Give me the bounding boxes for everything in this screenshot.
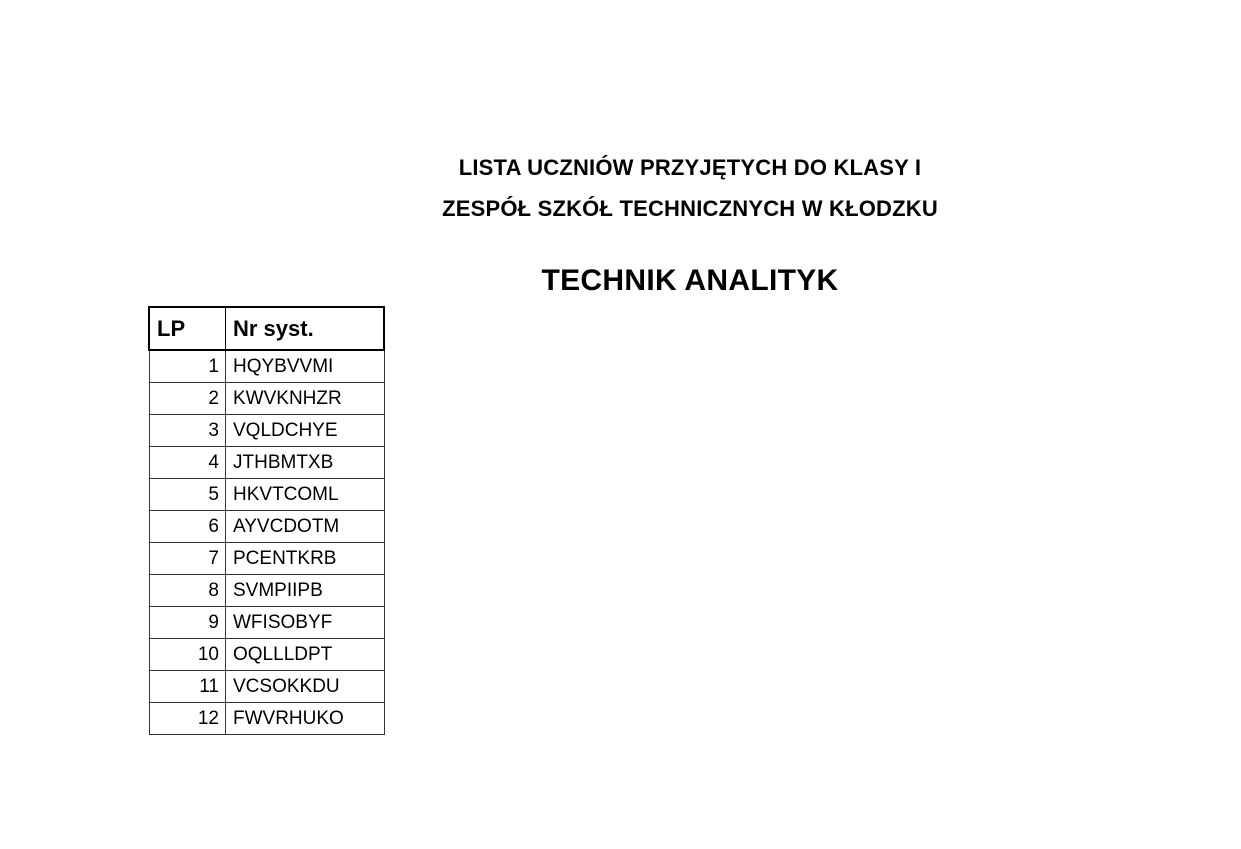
row-number-cell: 12 — [149, 703, 226, 735]
class-subtitle: TECHNIK ANALITYK — [541, 264, 839, 297]
system-number-cell: HQYBVVMI — [226, 350, 385, 383]
student-list-table — [148, 306, 385, 735]
system-number-cell: VCSOKKDU — [226, 671, 385, 703]
table-row — [149, 479, 384, 511]
table-row — [149, 639, 384, 671]
system-number-cell: KWVKNHZR — [226, 383, 385, 415]
table-row — [149, 511, 384, 543]
table-row — [149, 543, 384, 575]
row-number-cell: 9 — [149, 607, 226, 639]
row-number-cell: 10 — [149, 639, 226, 671]
table-row — [149, 671, 384, 703]
table-row — [149, 447, 384, 479]
system-number-cell: WFISOBYF — [226, 607, 385, 639]
row-number-cell: 7 — [149, 543, 226, 575]
row-number-cell: 2 — [149, 383, 226, 415]
table-row — [149, 383, 384, 415]
system-number-cell: HKVTCOML — [226, 479, 385, 511]
row-number-cell: 1 — [149, 350, 226, 383]
system-number-cell: AYVCDOTM — [226, 511, 385, 543]
table-row — [149, 575, 384, 607]
table-row — [149, 703, 384, 735]
table-row — [149, 350, 384, 383]
row-number-cell: 3 — [149, 415, 226, 447]
system-number-cell: PCENTKRB — [226, 543, 385, 575]
system-number-cell: SVMPIIPB — [226, 575, 385, 607]
row-number-cell: 5 — [149, 479, 226, 511]
table-header-row — [149, 307, 384, 350]
system-number-cell: VQLDCHYE — [226, 415, 385, 447]
row-number-cell: 8 — [149, 575, 226, 607]
row-number-cell: 6 — [149, 511, 226, 543]
system-number-cell: OQLLLDPT — [226, 639, 385, 671]
table-row — [149, 607, 384, 639]
table-row — [149, 415, 384, 447]
title-line-1: LISTA UCZNIÓW PRZYJĘTYCH DO KLASY I — [458, 155, 922, 180]
column-header-nr-syst: Nr syst. — [226, 307, 385, 350]
row-number-cell: 11 — [149, 671, 226, 703]
system-number-cell: JTHBMTXB — [226, 447, 385, 479]
system-number-cell: FWVRHUKO — [226, 703, 385, 735]
column-header-lp: LP — [149, 307, 226, 350]
title-line-2: ZESPÓŁ SZKÓŁ TECHNICZNYCH W KŁODZKU — [442, 196, 938, 221]
table-body — [149, 350, 384, 735]
row-number-cell: 4 — [149, 447, 226, 479]
